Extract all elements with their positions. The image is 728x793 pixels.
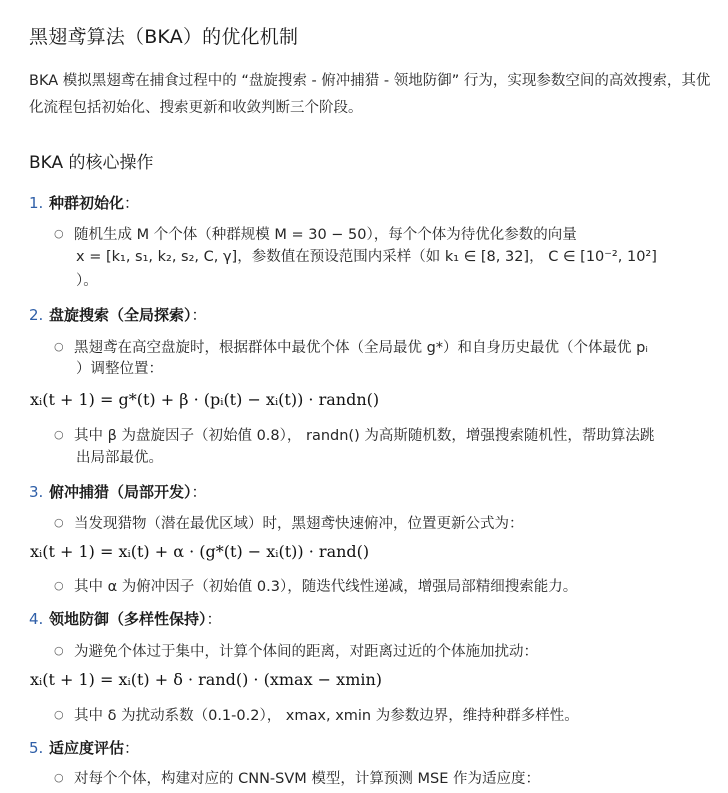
section-title: BKA 的核心操作 bbox=[29, 153, 154, 173]
list-item-3: 3. 俯冲捕猎（局部开发）： bbox=[29, 483, 207, 501]
formula-hover-search: xᵢ(t + 1) = g*(t) + β · (pᵢ(t) − xᵢ(t)) · randn() bbox=[30, 390, 380, 409]
bullet-3a: ○ 当发现猎物（潜在最优区域）时，黑翅鸢快速俯冲，位置更新公式为： bbox=[54, 516, 524, 532]
bullet-1b: x = [k₁, s₁, k₂, s₂, C, γ]，参数值在预设范围内采样（如 k₁ ∈ [8, 32]， C ∈ [10⁻², 10²] bbox=[76, 249, 657, 265]
formula-dive-hunt: xᵢ(t + 1) = xᵢ(t) + α · (g*(t) − xᵢ(t)) · rand() bbox=[30, 542, 370, 561]
formula-territory-defense: xᵢ(t + 1) = xᵢ(t) + δ · rand() · (xmax − xmin) bbox=[30, 670, 383, 689]
page-title: 黑翅鸢算法（BKA）的优化机制 bbox=[29, 26, 299, 48]
bullet-3b: ○ 其中 α 为俯冲因子（初始值 0.3），随迭代线性递减，增强局部精细搜索能力。 bbox=[54, 579, 578, 595]
bullet-1c: ）。 bbox=[76, 273, 98, 289]
list-item-1: 1. 种群初始化： bbox=[29, 194, 140, 212]
list-item-4: 4. 领地防御（多样性保持）： bbox=[29, 610, 222, 628]
bullet-2d: 出局部最优。 bbox=[76, 450, 163, 466]
intro-paragraph: BKA 模拟黑翅鸢在捕食过程中的 “盘旋搜索 - 俯冲捕猎 - 领地防御” 行为，实现参数空间的高效搜索，其优化流程包括初始化、搜索更新和收敛判断三个阶段。 bbox=[29, 73, 711, 116]
bullet-2b: ）调整位置： bbox=[76, 361, 163, 377]
item-number: 1. bbox=[29, 194, 44, 212]
bullet-4a: ○ 为避免个体过于集中，计算个体间的距离，对距离过近的个体施加扰动： bbox=[54, 644, 538, 660]
list-item-2: 2. 盘旋搜索（全局探索）： bbox=[29, 306, 207, 324]
item-label: 种群初始化 bbox=[49, 194, 125, 212]
bullet-1a: ○ 随机生成 M 个个体（种群规模 M = 30 − 50），每个个体为待优化参数的向量 bbox=[54, 227, 577, 243]
list-item-5: 5. 适应度评估： bbox=[29, 739, 140, 757]
bullet-2c: ○ 其中 β 为盘旋因子（初始值 0.8）， randn() 为高斯随机数，增强搜索随机性，帮助算法跳 bbox=[54, 428, 655, 444]
bullet-4b: ○ 其中 δ 为扰动系数（0.1-0.2）， xmax, xmin 为参数边界，维持种群多样性。 bbox=[54, 708, 579, 724]
bullet-5a: ○ 对每个个体，构建对应的 CNN-SVM 模型，计算预测 MSE 作为适应度： bbox=[54, 771, 540, 787]
bullet-2a: ○ 黑翅鸢在高空盘旋时，根据群体中最优个体（全局最优 g*）和自身历史最优（个体最优 pᵢ bbox=[54, 340, 648, 356]
